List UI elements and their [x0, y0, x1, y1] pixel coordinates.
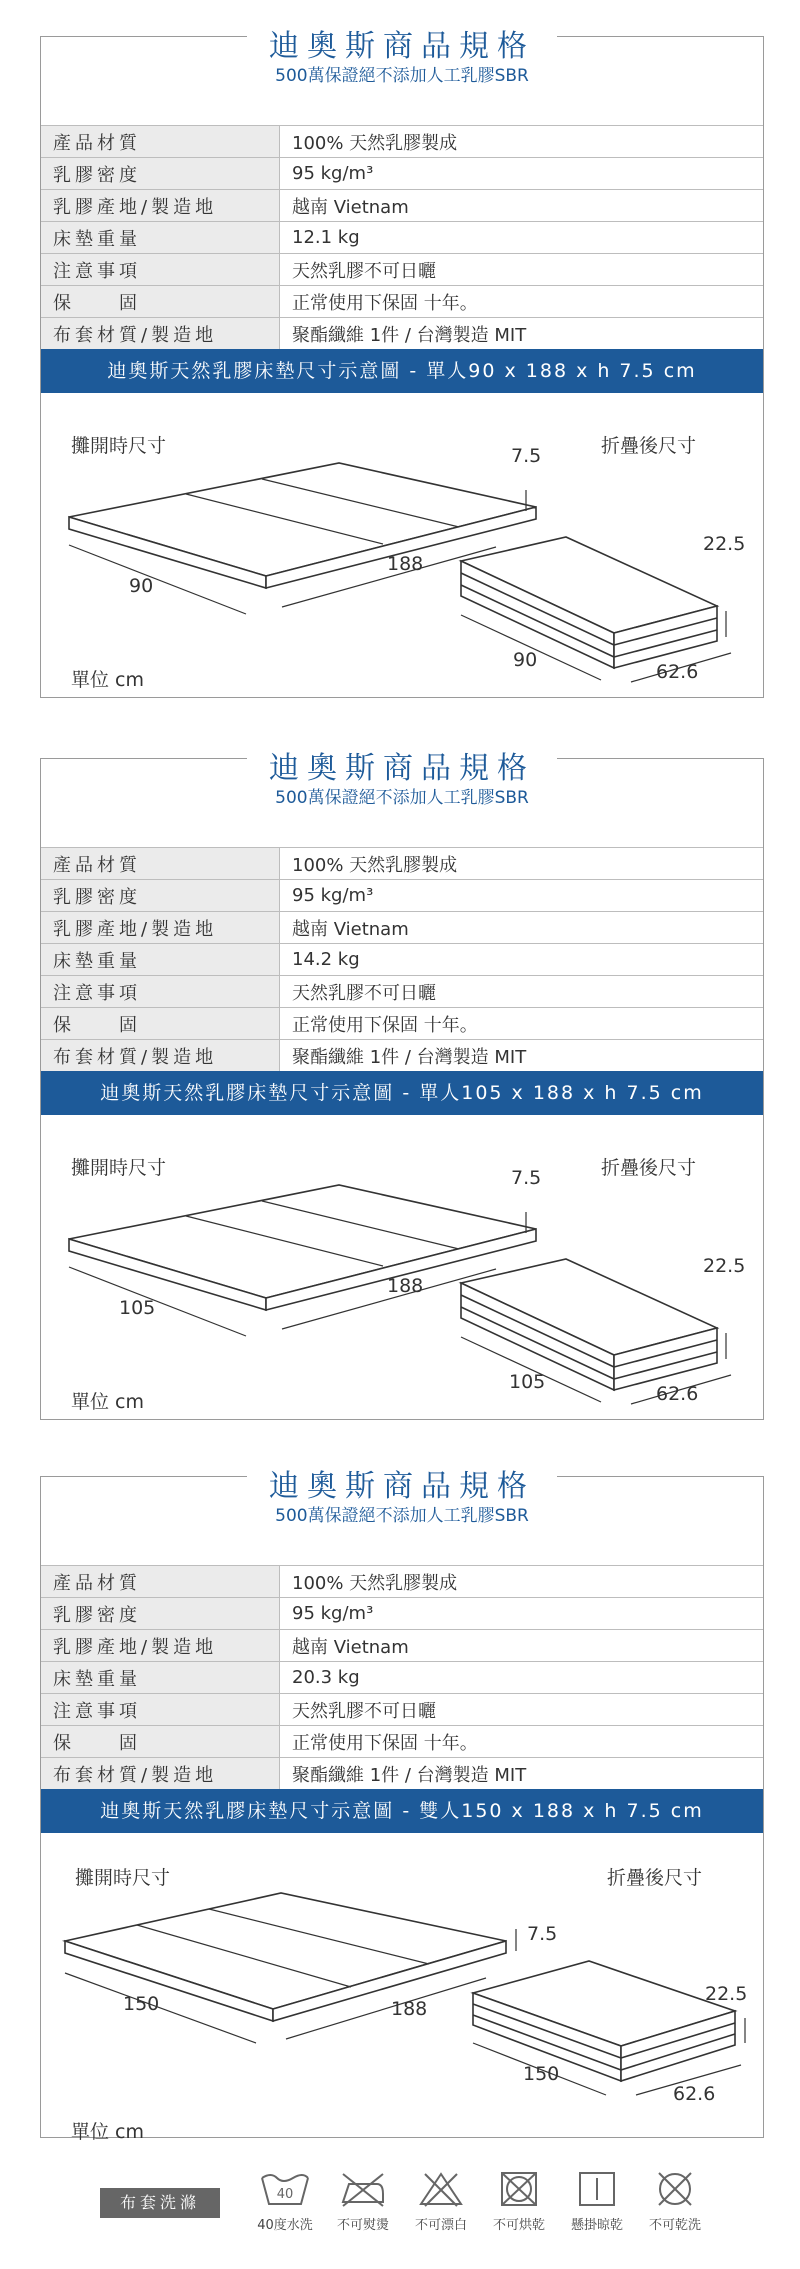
dim-folded-length: 62.6 — [656, 661, 699, 683]
spec-value: 100% 天然乳膠製成 — [280, 126, 764, 158]
panel-header — [41, 751, 763, 847]
care-item-no-bleach — [401, 2170, 481, 2233]
table-row — [41, 126, 763, 158]
hang-dry-icon — [571, 2170, 623, 2208]
no-iron-icon — [337, 2170, 389, 2208]
dim-length: 188 — [391, 1998, 428, 2020]
table-row — [41, 318, 763, 350]
table-row — [41, 1566, 763, 1598]
spec-value: 20.3 kg — [280, 1662, 764, 1694]
care-item-no-dry-clean — [635, 2170, 715, 2233]
care-item-wash-40 — [245, 2170, 325, 2233]
table-row — [41, 912, 763, 944]
spec-key: 保 固 — [41, 1726, 280, 1758]
panel-title: 迪奧斯商品規格 — [247, 21, 557, 65]
care-caption: 不可漂白 — [414, 2218, 467, 2233]
panel-header — [41, 29, 763, 125]
spec-key: 保 固 — [41, 286, 280, 318]
spec-value: 聚酯纖維 1件 / 台灣製造 MIT — [280, 318, 764, 350]
care-instructions — [0, 2150, 800, 2260]
folded-size-label: 折疊後尺寸 — [607, 1867, 703, 1889]
spec-value: 100% 天然乳膠製成 — [280, 1566, 764, 1598]
table-row — [41, 286, 763, 318]
table-row — [41, 944, 763, 976]
panel-subtitle: 500萬保證絕不添加人工乳膠SBR — [275, 788, 529, 808]
wash-40-icon — [259, 2170, 311, 2208]
dim-folded-length: 62.6 — [656, 1383, 699, 1405]
open-size-label: 攤開時尺寸 — [71, 1157, 167, 1179]
dim-width: 150 — [123, 1993, 160, 2015]
unit-label: 單位 cm — [71, 1391, 144, 1413]
size-diagram — [41, 1115, 763, 1442]
care-item-no-tumble-dry — [479, 2170, 559, 2233]
open-size-label: 攤開時尺寸 — [75, 1867, 171, 1889]
spec-key: 布套材質/製造地 — [41, 1758, 280, 1790]
dim-folded-height: 22.5 — [705, 1983, 748, 2005]
table-row — [41, 158, 763, 190]
spec-table — [41, 1565, 763, 1789]
table-row — [41, 190, 763, 222]
spec-value: 正常使用下保固 十年。 — [280, 1008, 764, 1040]
dim-folded-width: 150 — [523, 2063, 560, 2085]
spec-value: 天然乳膠不可日曬 — [280, 1694, 764, 1726]
diagram-title-bar: 迪奧斯天然乳膠床墊尺寸示意圖 - 單人105 x 188 x h 7.5 cm — [41, 1071, 763, 1115]
dim-width: 105 — [119, 1297, 156, 1319]
spec-value: 95 kg/m³ — [280, 158, 764, 190]
panel-subtitle: 500萬保證絕不添加人工乳膠SBR — [275, 1506, 529, 1526]
dim-height: 7.5 — [527, 1923, 558, 1945]
spec-table — [41, 125, 763, 349]
diagram-title-bar: 迪奧斯天然乳膠床墊尺寸示意圖 - 雙人150 x 188 x h 7.5 cm — [41, 1789, 763, 1833]
care-caption: 不可熨燙 — [336, 2218, 389, 2233]
spec-value: 越南 Vietnam — [280, 190, 764, 222]
panel-subtitle: 500萬保證絕不添加人工乳膠SBR — [275, 66, 529, 86]
spec-key: 乳膠產地/製造地 — [41, 912, 280, 944]
table-row — [41, 1726, 763, 1758]
spec-value: 聚酯纖維 1件 / 台灣製造 MIT — [280, 1758, 764, 1790]
spec-key: 注意事項 — [41, 976, 280, 1008]
care-caption: 不可烘乾 — [492, 2218, 545, 2233]
spec-key: 布套材質/製造地 — [41, 318, 280, 350]
table-row — [41, 1598, 763, 1630]
care-caption: 不可乾洗 — [648, 2218, 701, 2233]
spec-value: 14.2 kg — [280, 944, 764, 976]
spec-value: 越南 Vietnam — [280, 912, 764, 944]
dim-folded-height: 22.5 — [703, 1255, 746, 1277]
care-label: 布套洗滌 — [100, 2188, 220, 2218]
dim-width: 90 — [129, 575, 154, 597]
table-row — [41, 222, 763, 254]
table-row — [41, 1758, 763, 1790]
diagram-title-bar: 迪奧斯天然乳膠床墊尺寸示意圖 - 單人90 x 188 x h 7.5 cm — [41, 349, 763, 393]
size-diagram — [41, 393, 763, 720]
panel-header — [41, 1469, 763, 1565]
spec-table — [41, 847, 763, 1071]
care-caption: 懸掛晾乾 — [570, 2218, 623, 2233]
spec-value: 正常使用下保固 十年。 — [280, 286, 764, 318]
care-caption: 40度水洗 — [257, 2218, 313, 2233]
spec-panel-double-150 — [40, 1469, 764, 2143]
mattress-folded — [473, 1961, 735, 2081]
wash-temp-text: 40 — [276, 2187, 294, 2202]
spec-value: 12.1 kg — [280, 222, 764, 254]
panel-title: 迪奧斯商品規格 — [247, 743, 557, 787]
spec-key: 床墊重量 — [41, 944, 280, 976]
folded-size-label: 折疊後尺寸 — [601, 435, 697, 457]
spec-key: 床墊重量 — [41, 222, 280, 254]
spec-key: 布套材質/製造地 — [41, 1040, 280, 1072]
dim-height: 7.5 — [511, 1167, 542, 1189]
table-row — [41, 1008, 763, 1040]
spec-key: 乳膠密度 — [41, 1598, 280, 1630]
table-row — [41, 848, 763, 880]
table-row — [41, 976, 763, 1008]
dim-folded-height: 22.5 — [703, 533, 746, 555]
spec-value: 95 kg/m³ — [280, 1598, 764, 1630]
spec-key: 乳膠密度 — [41, 158, 280, 190]
dim-length: 188 — [387, 1275, 424, 1297]
spec-key: 產品材質 — [41, 126, 280, 158]
spec-key: 乳膠產地/製造地 — [41, 1630, 280, 1662]
spec-value: 天然乳膠不可日曬 — [280, 976, 764, 1008]
open-size-label: 攤開時尺寸 — [71, 435, 167, 457]
table-row — [41, 1630, 763, 1662]
spec-key: 乳膠產地/製造地 — [41, 190, 280, 222]
dim-folded-width: 105 — [509, 1371, 546, 1393]
spec-key: 注意事項 — [41, 1694, 280, 1726]
unit-label: 單位 cm — [71, 2121, 144, 2143]
spec-value: 100% 天然乳膠製成 — [280, 848, 764, 880]
spec-key: 產品材質 — [41, 1566, 280, 1598]
dim-folded-length: 62.6 — [673, 2083, 716, 2105]
dim-length: 188 — [387, 553, 424, 575]
no-bleach-icon — [415, 2170, 467, 2208]
dim-height: 7.5 — [511, 445, 542, 467]
care-item-no-iron — [323, 2170, 403, 2233]
table-row — [41, 254, 763, 286]
spec-key: 產品材質 — [41, 848, 280, 880]
mattress-folded — [461, 537, 717, 668]
panel-title: 迪奧斯商品規格 — [247, 1461, 557, 1505]
table-row — [41, 1694, 763, 1726]
spec-key: 注意事項 — [41, 254, 280, 286]
care-item-hang-dry — [557, 2170, 637, 2233]
spec-key: 保 固 — [41, 1008, 280, 1040]
spec-key: 乳膠密度 — [41, 880, 280, 912]
spec-value: 越南 Vietnam — [280, 1630, 764, 1662]
dim-folded-width: 90 — [513, 649, 538, 671]
spec-value: 聚酯纖維 1件 / 台灣製造 MIT — [280, 1040, 764, 1072]
spec-panel-single-90 — [40, 29, 764, 698]
size-diagram — [41, 1833, 763, 2160]
mattress-folded — [461, 1259, 717, 1390]
spec-value: 95 kg/m³ — [280, 880, 764, 912]
spec-value: 天然乳膠不可日曬 — [280, 254, 764, 286]
spec-value: 正常使用下保固 十年。 — [280, 1726, 764, 1758]
table-row — [41, 1662, 763, 1694]
no-tumble-dry-icon — [493, 2170, 545, 2208]
no-dry-icon — [649, 2170, 701, 2208]
spec-panel-single-105 — [40, 751, 764, 1420]
folded-size-label: 折疊後尺寸 — [601, 1157, 697, 1179]
table-row — [41, 1040, 763, 1072]
spec-key: 床墊重量 — [41, 1662, 280, 1694]
unit-label: 單位 cm — [71, 669, 144, 691]
table-row — [41, 880, 763, 912]
